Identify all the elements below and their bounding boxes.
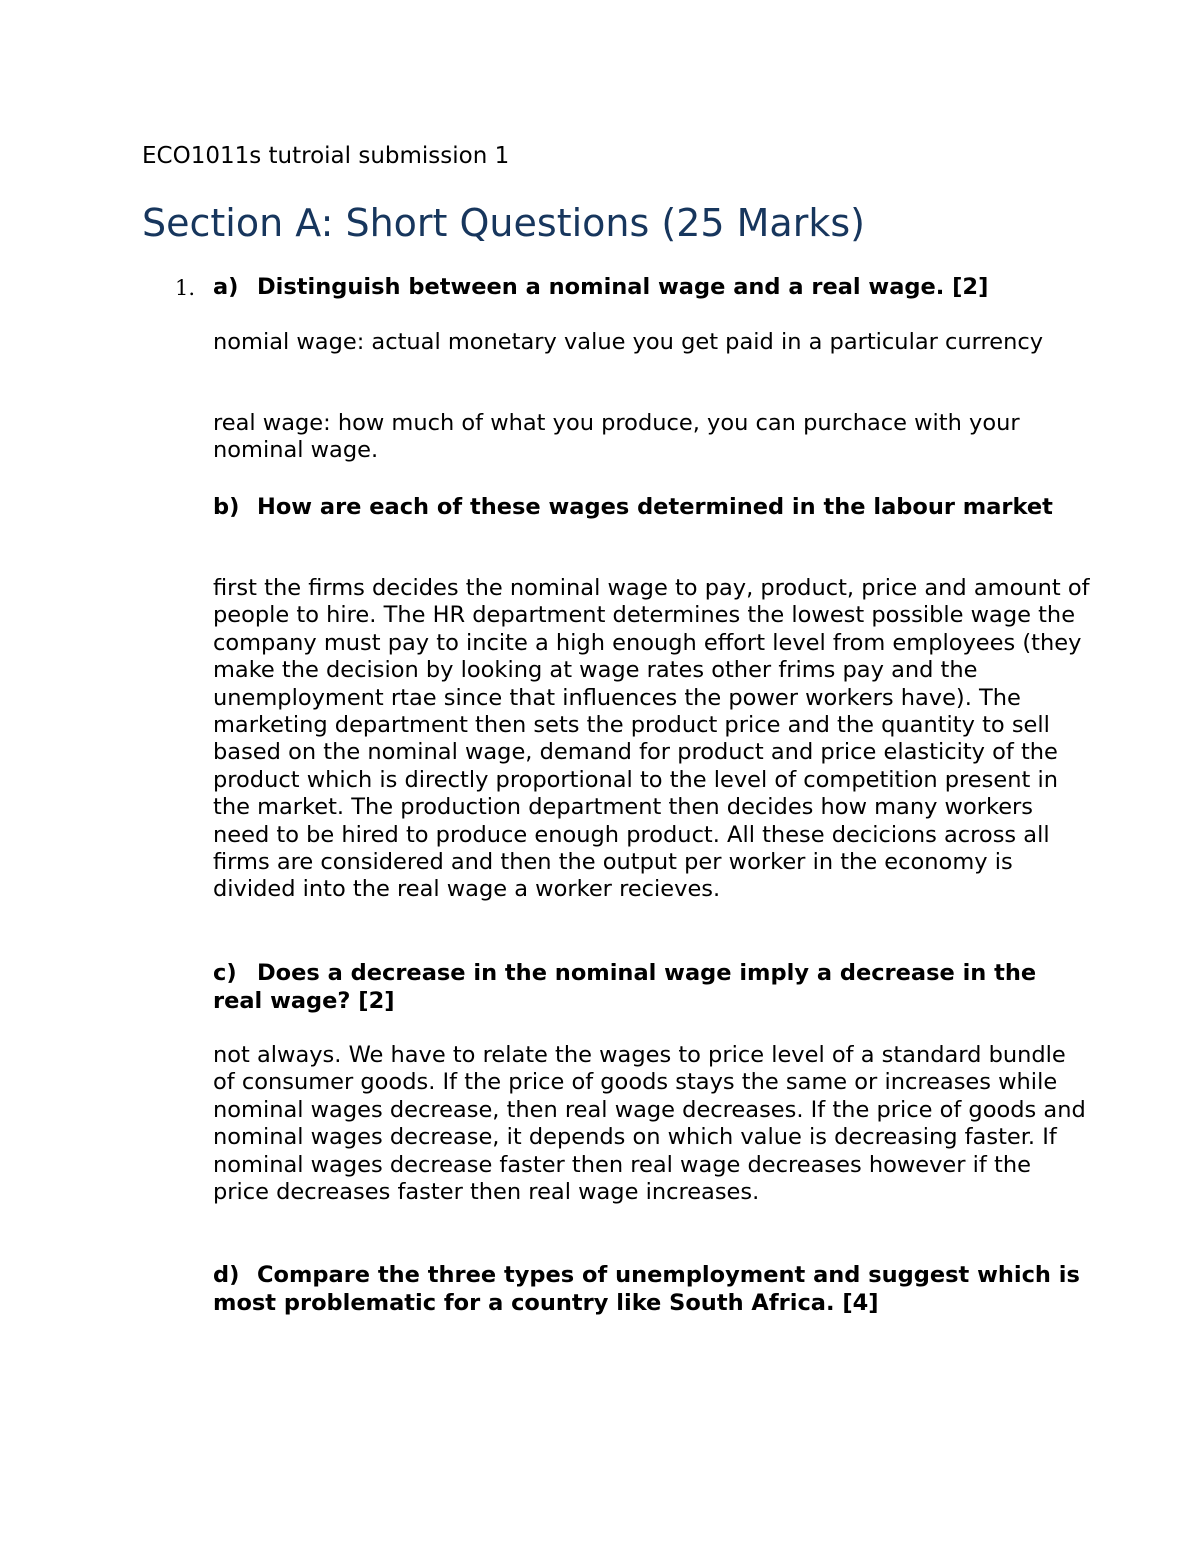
question-b-label: b) [213, 494, 240, 520]
list-number: 1. [175, 276, 196, 300]
answer-c: not always. We have to relate the wages to price level of a standard bundle of consumer goods. If the price of goods stays the same or increases while nominal wages decrease, then real wage decreases. If the price of goods and nominal wages decrease, it depends on which value is decreasing faster. If nominal wages decrease faster then real wage decreases however if the price decreases faster then real wage increases. [213, 1042, 1086, 1206]
question-c [213, 959, 1093, 1015]
question-d [213, 1261, 1093, 1317]
question-a-text: Distinguish between a nominal wage and a real wage. [2] [257, 274, 989, 300]
answer-a-real: real wage: how much of what you produce, you can purchace with your nominal wage. [213, 410, 1020, 464]
question-a-label: a) [213, 274, 239, 300]
answer-a-nominal: nomial wage: actual monetary value you get paid in a particular currency [213, 329, 1044, 355]
question-a [213, 273, 1093, 301]
question-d-label: d) [213, 1262, 240, 1288]
document-title: ECO1011s tutroial submission 1 [142, 143, 510, 169]
question-d-text: Compare the three types of unemployment and suggest which is most problematic for a country like South Africa. [4] [213, 1262, 1080, 1316]
question-b [213, 493, 1093, 521]
section-heading: Section A: Short Questions (25 Marks) [142, 201, 865, 245]
question-b-text: How are each of these wages determined in the labour market [257, 494, 1053, 520]
answer-b: first the firms decides the nominal wage to pay, product, price and amount of people to hire. The HR department determines the lowest possible wage the company must pay to incite a high enough effort level from employees (they make the decision by looking at wage rates other frims pay and the unemployment rtae since that influences the power workers have). The marketing department then sets the product price and the quantity to sell based on the nominal wage, demand for product and price elasticity of the product which is directly proportional to the level of competition present in the market. The production department then decides how many workers need to be hired to produce enough product. All these decicions across all firms are considered and then the output per worker in the economy is divided into the real wage a worker recieves. [213, 575, 1090, 903]
question-c-text: Does a decrease in the nominal wage imply a decrease in the real wage? [2] [213, 960, 1037, 1014]
question-c-label: c) [213, 960, 237, 986]
